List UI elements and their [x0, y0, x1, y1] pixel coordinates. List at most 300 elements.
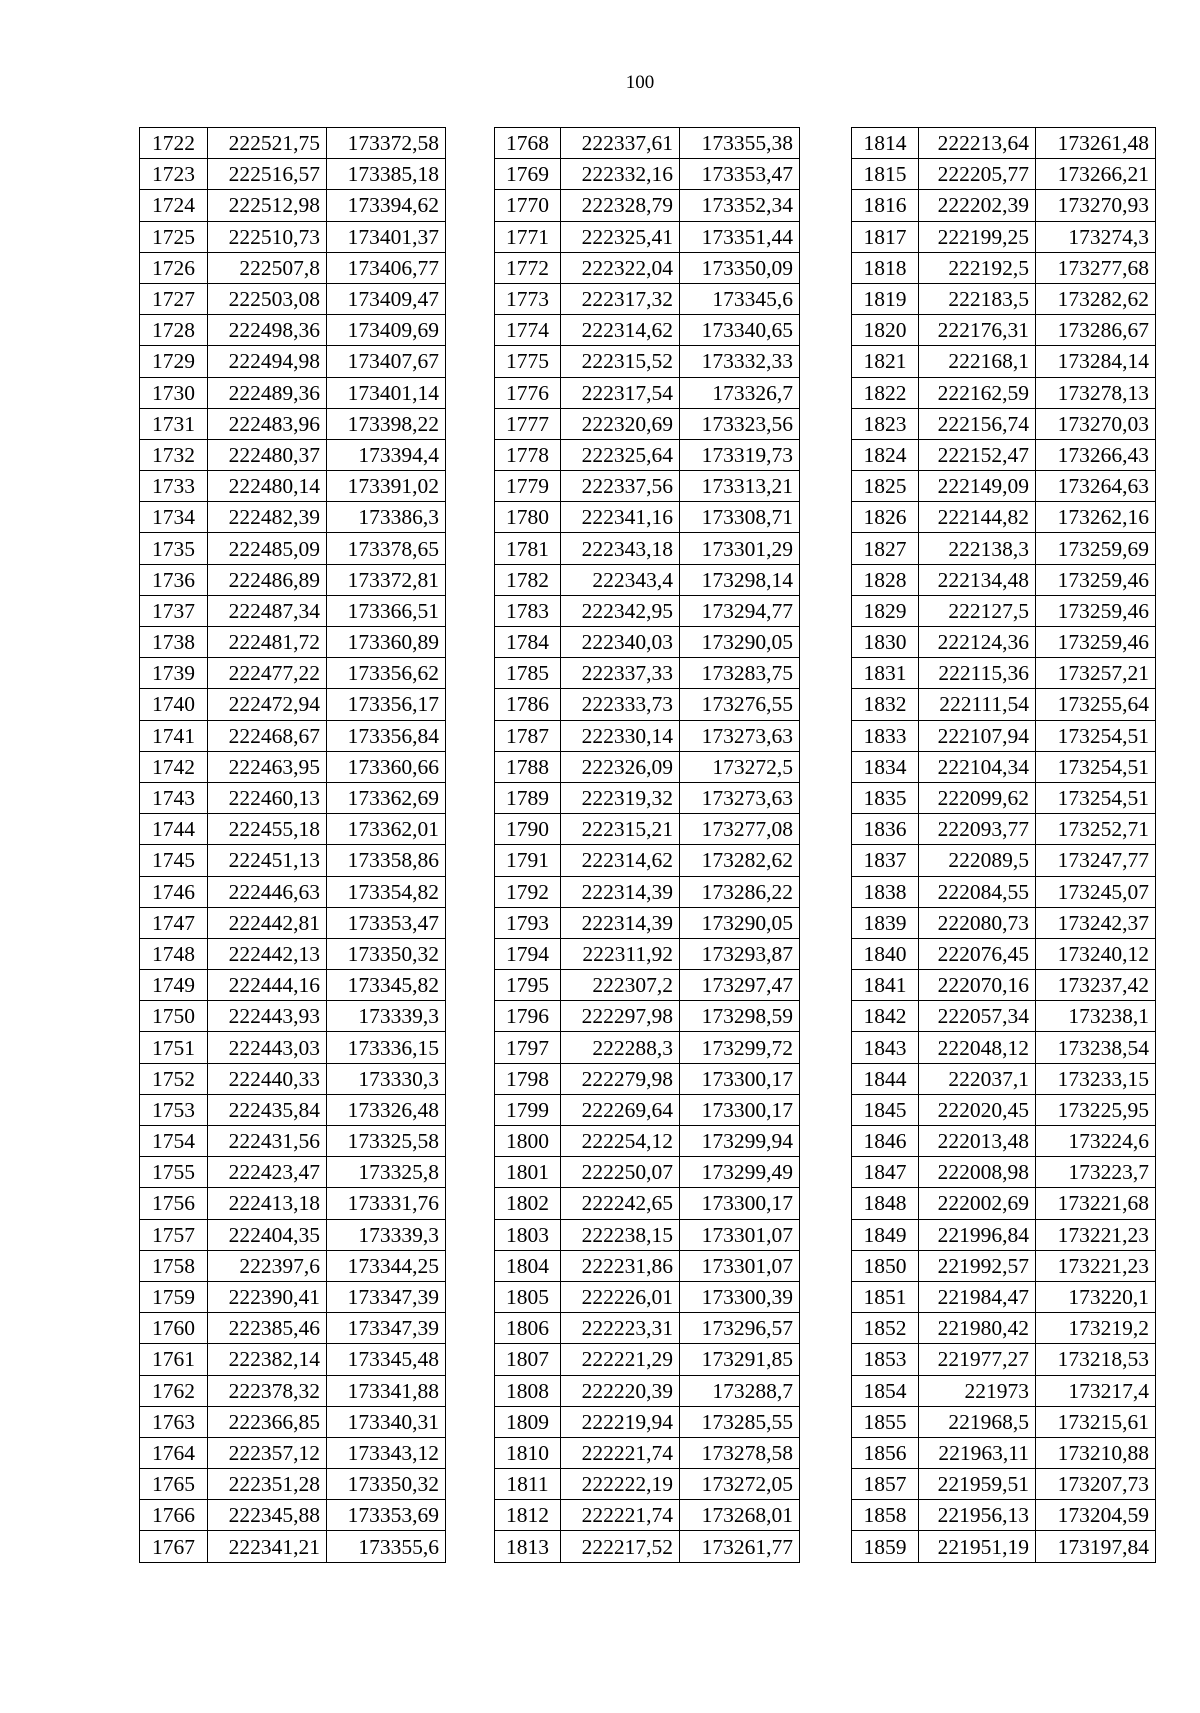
x-coordinate-cell: 222205,77	[919, 159, 1036, 190]
point-number-cell: 1836	[852, 814, 919, 845]
table-row	[140, 1188, 446, 1219]
x-coordinate-cell: 222512,98	[208, 190, 327, 221]
table-row	[495, 533, 800, 564]
point-number-cell: 1780	[495, 502, 561, 533]
table-row	[852, 1281, 1156, 1312]
point-number-cell: 1738	[140, 627, 208, 658]
y-coordinate-cell: 173340,65	[680, 315, 800, 346]
point-number-cell: 1744	[140, 814, 208, 845]
x-coordinate-cell: 222480,37	[208, 439, 327, 470]
point-number-cell: 1783	[495, 595, 561, 626]
x-coordinate-cell: 222314,62	[561, 845, 680, 876]
table-row	[495, 190, 800, 221]
point-number-cell: 1723	[140, 159, 208, 190]
point-number-cell: 1810	[495, 1437, 561, 1468]
y-coordinate-cell: 173326,48	[327, 1094, 446, 1125]
table-row	[852, 283, 1156, 314]
table-row	[852, 845, 1156, 876]
y-coordinate-cell: 173353,47	[327, 907, 446, 938]
y-coordinate-cell: 173356,62	[327, 658, 446, 689]
x-coordinate-cell: 222307,2	[561, 970, 680, 1001]
y-coordinate-cell: 173254,51	[1036, 751, 1156, 782]
table-row	[852, 1406, 1156, 1437]
table-row	[140, 315, 446, 346]
table-row	[852, 1126, 1156, 1157]
y-coordinate-cell: 173298,59	[680, 1001, 800, 1032]
point-number-cell: 1775	[495, 346, 561, 377]
y-coordinate-cell: 173386,3	[327, 502, 446, 533]
y-coordinate-cell: 173217,4	[1036, 1375, 1156, 1406]
x-coordinate-cell: 222498,36	[208, 315, 327, 346]
table-row	[140, 533, 446, 564]
table-row	[852, 1344, 1156, 1375]
x-coordinate-cell: 222343,18	[561, 533, 680, 564]
x-coordinate-cell: 222202,39	[919, 190, 1036, 221]
table-row	[495, 845, 800, 876]
y-coordinate-cell: 173245,07	[1036, 876, 1156, 907]
table-row	[140, 190, 446, 221]
y-coordinate-cell: 173323,56	[680, 408, 800, 439]
x-coordinate-cell: 222149,09	[919, 471, 1036, 502]
y-coordinate-cell: 173341,88	[327, 1375, 446, 1406]
table-row	[852, 1063, 1156, 1094]
table-row	[140, 876, 446, 907]
x-coordinate-cell: 222390,41	[208, 1281, 327, 1312]
table-row	[852, 533, 1156, 564]
y-coordinate-cell: 173284,14	[1036, 346, 1156, 377]
point-number-cell: 1762	[140, 1375, 208, 1406]
point-number-cell: 1760	[140, 1313, 208, 1344]
y-coordinate-cell: 173240,12	[1036, 938, 1156, 969]
x-coordinate-cell: 222254,12	[561, 1126, 680, 1157]
x-coordinate-cell: 222442,81	[208, 907, 327, 938]
point-number-cell: 1802	[495, 1188, 561, 1219]
x-coordinate-cell: 221959,51	[919, 1469, 1036, 1500]
x-coordinate-cell: 222314,39	[561, 907, 680, 938]
table-row	[495, 252, 800, 283]
table-row	[495, 1219, 800, 1250]
x-coordinate-cell: 222002,69	[919, 1188, 1036, 1219]
table-row	[495, 1094, 800, 1125]
table-row	[852, 1437, 1156, 1468]
y-coordinate-cell: 173336,15	[327, 1032, 446, 1063]
point-number-cell: 1830	[852, 627, 919, 658]
y-coordinate-cell: 173298,14	[680, 564, 800, 595]
y-coordinate-cell: 173268,01	[680, 1500, 800, 1531]
point-number-cell: 1798	[495, 1063, 561, 1094]
table-row	[140, 1032, 446, 1063]
point-number-cell: 1851	[852, 1281, 919, 1312]
table-row	[852, 814, 1156, 845]
x-coordinate-cell: 222435,84	[208, 1094, 327, 1125]
x-coordinate-cell: 222057,34	[919, 1001, 1036, 1032]
y-coordinate-cell: 173394,62	[327, 190, 446, 221]
x-coordinate-cell: 222288,3	[561, 1032, 680, 1063]
y-coordinate-cell: 173223,7	[1036, 1157, 1156, 1188]
table-row	[852, 1313, 1156, 1344]
point-number-cell: 1785	[495, 658, 561, 689]
x-coordinate-cell: 222222,19	[561, 1469, 680, 1500]
point-number-cell: 1792	[495, 876, 561, 907]
point-number-cell: 1820	[852, 315, 919, 346]
table-row	[495, 346, 800, 377]
x-coordinate-cell: 222343,4	[561, 564, 680, 595]
point-number-cell: 1725	[140, 221, 208, 252]
y-coordinate-cell: 173345,82	[327, 970, 446, 1001]
point-number-cell: 1791	[495, 845, 561, 876]
point-number-cell: 1784	[495, 627, 561, 658]
point-number-cell: 1827	[852, 533, 919, 564]
table-row	[495, 439, 800, 470]
x-coordinate-cell: 222168,1	[919, 346, 1036, 377]
point-number-cell: 1793	[495, 907, 561, 938]
point-number-cell: 1832	[852, 689, 919, 720]
x-coordinate-cell: 222351,28	[208, 1469, 327, 1500]
x-coordinate-cell: 221996,84	[919, 1219, 1036, 1250]
table-row	[495, 1063, 800, 1094]
x-coordinate-cell: 222444,16	[208, 970, 327, 1001]
x-coordinate-cell: 222440,33	[208, 1063, 327, 1094]
y-coordinate-cell: 173352,34	[680, 190, 800, 221]
y-coordinate-cell: 173300,39	[680, 1281, 800, 1312]
y-coordinate-cell: 173407,67	[327, 346, 446, 377]
point-number-cell: 1801	[495, 1157, 561, 1188]
x-coordinate-cell: 222489,36	[208, 377, 327, 408]
y-coordinate-cell: 173301,29	[680, 533, 800, 564]
point-number-cell: 1767	[140, 1531, 208, 1562]
point-number-cell: 1733	[140, 471, 208, 502]
point-number-cell: 1803	[495, 1219, 561, 1250]
point-number-cell: 1819	[852, 283, 919, 314]
y-coordinate-cell: 173210,88	[1036, 1437, 1156, 1468]
point-number-cell: 1777	[495, 408, 561, 439]
y-coordinate-cell: 173221,68	[1036, 1188, 1156, 1219]
y-coordinate-cell: 173218,53	[1036, 1344, 1156, 1375]
y-coordinate-cell: 173221,23	[1036, 1250, 1156, 1281]
x-coordinate-cell: 221980,42	[919, 1313, 1036, 1344]
point-number-cell: 1804	[495, 1250, 561, 1281]
table-row	[495, 876, 800, 907]
point-number-cell: 1805	[495, 1281, 561, 1312]
table-row	[495, 1001, 800, 1032]
x-coordinate-cell: 221992,57	[919, 1250, 1036, 1281]
x-coordinate-cell: 222199,25	[919, 221, 1036, 252]
point-number-cell: 1724	[140, 190, 208, 221]
x-coordinate-cell: 222443,03	[208, 1032, 327, 1063]
y-coordinate-cell: 173358,86	[327, 845, 446, 876]
x-coordinate-cell: 222144,82	[919, 502, 1036, 533]
table-row	[495, 782, 800, 813]
x-coordinate-cell: 222080,73	[919, 907, 1036, 938]
point-number-cell: 1859	[852, 1531, 919, 1562]
table-row	[852, 1531, 1156, 1562]
y-coordinate-cell: 173340,31	[327, 1406, 446, 1437]
x-coordinate-cell: 222378,32	[208, 1375, 327, 1406]
x-coordinate-cell: 222322,04	[561, 252, 680, 283]
point-number-cell: 1787	[495, 720, 561, 751]
table-row	[140, 252, 446, 283]
x-coordinate-cell: 222020,45	[919, 1094, 1036, 1125]
y-coordinate-cell: 173332,33	[680, 346, 800, 377]
y-coordinate-cell: 173366,51	[327, 595, 446, 626]
table-row	[140, 1500, 446, 1531]
point-number-cell: 1794	[495, 938, 561, 969]
y-coordinate-cell: 173353,69	[327, 1500, 446, 1531]
point-number-cell: 1757	[140, 1219, 208, 1250]
point-number-cell: 1800	[495, 1126, 561, 1157]
y-coordinate-cell: 173325,58	[327, 1126, 446, 1157]
y-coordinate-cell: 173300,17	[680, 1094, 800, 1125]
y-coordinate-cell: 173356,84	[327, 720, 446, 751]
y-coordinate-cell: 173362,69	[327, 782, 446, 813]
x-coordinate-cell: 222223,31	[561, 1313, 680, 1344]
x-coordinate-cell: 222138,3	[919, 533, 1036, 564]
table-row	[495, 1375, 800, 1406]
point-number-cell: 1769	[495, 159, 561, 190]
y-coordinate-cell: 173300,17	[680, 1188, 800, 1219]
table-row	[852, 252, 1156, 283]
point-number-cell: 1821	[852, 346, 919, 377]
x-coordinate-cell: 222333,73	[561, 689, 680, 720]
point-number-cell: 1728	[140, 315, 208, 346]
table-row	[140, 1375, 446, 1406]
x-coordinate-cell: 222485,09	[208, 533, 327, 564]
x-coordinate-cell: 222089,5	[919, 845, 1036, 876]
point-number-cell: 1825	[852, 471, 919, 502]
table-row	[495, 627, 800, 658]
point-number-cell: 1746	[140, 876, 208, 907]
x-coordinate-cell: 222221,74	[561, 1437, 680, 1468]
point-number-cell: 1812	[495, 1500, 561, 1531]
point-number-cell: 1737	[140, 595, 208, 626]
point-number-cell: 1799	[495, 1094, 561, 1125]
y-coordinate-cell: 173372,58	[327, 128, 446, 159]
y-coordinate-cell: 173286,67	[1036, 315, 1156, 346]
point-number-cell: 1731	[140, 408, 208, 439]
table-row	[495, 1250, 800, 1281]
y-coordinate-cell: 173409,47	[327, 283, 446, 314]
table-row	[495, 658, 800, 689]
table-row	[140, 408, 446, 439]
table-row	[495, 502, 800, 533]
y-coordinate-cell: 173313,21	[680, 471, 800, 502]
y-coordinate-cell: 173259,46	[1036, 595, 1156, 626]
x-coordinate-cell: 222337,33	[561, 658, 680, 689]
x-coordinate-cell: 222404,35	[208, 1219, 327, 1250]
point-number-cell: 1813	[495, 1531, 561, 1562]
y-coordinate-cell: 173345,48	[327, 1344, 446, 1375]
point-number-cell: 1764	[140, 1437, 208, 1468]
y-coordinate-cell: 173288,7	[680, 1375, 800, 1406]
table-row	[140, 159, 446, 190]
x-coordinate-cell: 221951,19	[919, 1531, 1036, 1562]
table-row	[140, 1063, 446, 1094]
point-number-cell: 1844	[852, 1063, 919, 1094]
table-row	[140, 128, 446, 159]
point-number-cell: 1768	[495, 128, 561, 159]
coordinates-table-2	[494, 127, 800, 1563]
table-row	[140, 907, 446, 938]
point-number-cell: 1734	[140, 502, 208, 533]
point-number-cell: 1841	[852, 970, 919, 1001]
x-coordinate-cell: 222213,64	[919, 128, 1036, 159]
point-number-cell: 1730	[140, 377, 208, 408]
table-row	[852, 689, 1156, 720]
table-row	[495, 1406, 800, 1437]
x-coordinate-cell: 222013,48	[919, 1126, 1036, 1157]
table-row	[852, 720, 1156, 751]
table-row	[140, 346, 446, 377]
point-number-cell: 1741	[140, 720, 208, 751]
point-number-cell: 1776	[495, 377, 561, 408]
x-coordinate-cell: 222487,34	[208, 595, 327, 626]
y-coordinate-cell: 173326,7	[680, 377, 800, 408]
table-row	[140, 1281, 446, 1312]
x-coordinate-cell: 222340,03	[561, 627, 680, 658]
table-row	[852, 1157, 1156, 1188]
x-coordinate-cell: 221956,13	[919, 1500, 1036, 1531]
table-row	[140, 221, 446, 252]
y-coordinate-cell: 173401,14	[327, 377, 446, 408]
point-number-cell: 1796	[495, 1001, 561, 1032]
y-coordinate-cell: 173273,63	[680, 720, 800, 751]
point-number-cell: 1855	[852, 1406, 919, 1437]
x-coordinate-cell: 222516,57	[208, 159, 327, 190]
x-coordinate-cell: 222330,14	[561, 720, 680, 751]
y-coordinate-cell: 173220,1	[1036, 1281, 1156, 1312]
y-coordinate-cell: 173254,51	[1036, 720, 1156, 751]
y-coordinate-cell: 173394,4	[327, 439, 446, 470]
point-number-cell: 1823	[852, 408, 919, 439]
x-coordinate-cell: 222460,13	[208, 782, 327, 813]
table-row	[495, 471, 800, 502]
x-coordinate-cell: 222507,8	[208, 252, 327, 283]
point-number-cell: 1854	[852, 1375, 919, 1406]
x-coordinate-cell: 222482,39	[208, 502, 327, 533]
x-coordinate-cell: 222463,95	[208, 751, 327, 782]
point-number-cell: 1766	[140, 1500, 208, 1531]
table-row	[852, 1500, 1156, 1531]
y-coordinate-cell: 173319,73	[680, 439, 800, 470]
y-coordinate-cell: 173385,18	[327, 159, 446, 190]
page-number: 100	[625, 72, 655, 93]
point-number-cell: 1847	[852, 1157, 919, 1188]
table-row	[852, 627, 1156, 658]
x-coordinate-cell: 222192,5	[919, 252, 1036, 283]
point-number-cell: 1811	[495, 1469, 561, 1500]
y-coordinate-cell: 173339,3	[327, 1001, 446, 1032]
x-coordinate-cell: 222319,32	[561, 782, 680, 813]
x-coordinate-cell: 221963,11	[919, 1437, 1036, 1468]
x-coordinate-cell: 222486,89	[208, 564, 327, 595]
x-coordinate-cell: 222345,88	[208, 1500, 327, 1531]
y-coordinate-cell: 173272,05	[680, 1469, 800, 1500]
point-number-cell: 1833	[852, 720, 919, 751]
table-row	[852, 439, 1156, 470]
table-row	[852, 315, 1156, 346]
point-number-cell: 1845	[852, 1094, 919, 1125]
point-number-cell: 1739	[140, 658, 208, 689]
y-coordinate-cell: 173308,71	[680, 502, 800, 533]
table-row	[495, 221, 800, 252]
table-row	[140, 689, 446, 720]
x-coordinate-cell: 222317,54	[561, 377, 680, 408]
table-row	[495, 1126, 800, 1157]
y-coordinate-cell: 173259,46	[1036, 564, 1156, 595]
point-number-cell: 1856	[852, 1437, 919, 1468]
y-coordinate-cell: 173300,17	[680, 1063, 800, 1094]
x-coordinate-cell: 222107,94	[919, 720, 1036, 751]
x-coordinate-cell: 222385,46	[208, 1313, 327, 1344]
x-coordinate-cell: 222311,92	[561, 938, 680, 969]
x-coordinate-cell: 222124,36	[919, 627, 1036, 658]
point-number-cell: 1853	[852, 1344, 919, 1375]
y-coordinate-cell: 173301,07	[680, 1250, 800, 1281]
point-number-cell: 1736	[140, 564, 208, 595]
point-number-cell: 1831	[852, 658, 919, 689]
y-coordinate-cell: 173378,65	[327, 533, 446, 564]
x-coordinate-cell: 222413,18	[208, 1188, 327, 1219]
table-row	[140, 1469, 446, 1500]
x-coordinate-cell: 222221,74	[561, 1500, 680, 1531]
table-row	[852, 190, 1156, 221]
table-row	[495, 315, 800, 346]
y-coordinate-cell: 173354,82	[327, 876, 446, 907]
x-coordinate-cell: 222315,21	[561, 814, 680, 845]
table-row	[495, 159, 800, 190]
x-coordinate-cell: 222115,36	[919, 658, 1036, 689]
point-number-cell: 1759	[140, 1281, 208, 1312]
x-coordinate-cell: 222162,59	[919, 377, 1036, 408]
point-number-cell: 1772	[495, 252, 561, 283]
x-coordinate-cell: 221968,5	[919, 1406, 1036, 1437]
table-row	[852, 782, 1156, 813]
x-coordinate-cell: 222397,6	[208, 1250, 327, 1281]
table-row	[495, 1469, 800, 1500]
point-number-cell: 1726	[140, 252, 208, 283]
y-coordinate-cell: 173372,81	[327, 564, 446, 595]
point-number-cell: 1761	[140, 1344, 208, 1375]
x-coordinate-cell: 222037,1	[919, 1063, 1036, 1094]
table-row	[140, 814, 446, 845]
x-coordinate-cell: 222451,13	[208, 845, 327, 876]
y-coordinate-cell: 173406,77	[327, 252, 446, 283]
y-coordinate-cell: 173266,43	[1036, 439, 1156, 470]
point-number-cell: 1771	[495, 221, 561, 252]
table-row	[852, 408, 1156, 439]
point-number-cell: 1763	[140, 1406, 208, 1437]
point-number-cell: 1822	[852, 377, 919, 408]
x-coordinate-cell: 222480,14	[208, 471, 327, 502]
x-coordinate-cell: 222481,72	[208, 627, 327, 658]
x-coordinate-cell: 222008,98	[919, 1157, 1036, 1188]
point-number-cell: 1773	[495, 283, 561, 314]
point-number-cell: 1732	[140, 439, 208, 470]
y-coordinate-cell: 173225,95	[1036, 1094, 1156, 1125]
y-coordinate-cell: 173325,8	[327, 1157, 446, 1188]
y-coordinate-cell: 173360,66	[327, 751, 446, 782]
x-coordinate-cell: 222314,62	[561, 315, 680, 346]
y-coordinate-cell: 173277,68	[1036, 252, 1156, 283]
y-coordinate-cell: 173277,08	[680, 814, 800, 845]
point-number-cell: 1815	[852, 159, 919, 190]
table-row	[852, 751, 1156, 782]
table-row	[495, 1157, 800, 1188]
point-number-cell: 1838	[852, 876, 919, 907]
x-coordinate-cell: 222337,56	[561, 471, 680, 502]
table-row	[852, 1094, 1156, 1125]
y-coordinate-cell: 173296,57	[680, 1313, 800, 1344]
